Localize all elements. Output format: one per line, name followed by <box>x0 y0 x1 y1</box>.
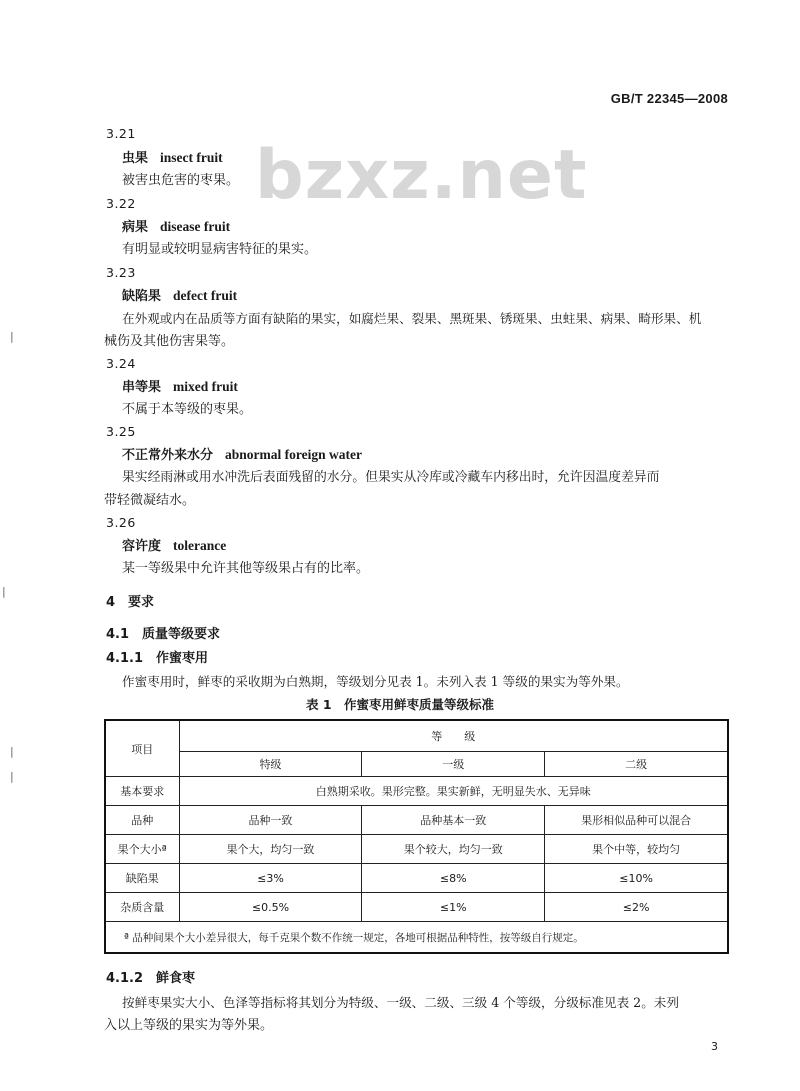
term-en: defect fruit <box>173 288 238 303</box>
table-header-grade-3: 二级 <box>545 752 728 777</box>
term-definition: 械伤及其他伤害果等。 <box>104 334 235 349</box>
page-number: 3 <box>711 1040 718 1053</box>
paragraph: 按鲜枣果实大小、色泽等指标将其划分为特级、一级、二级、三级 4 个等级，分级标准见表 2。未列 <box>122 995 679 1010</box>
term-zh: 串等果 <box>122 380 162 395</box>
term-zh: 病果 <box>122 220 149 235</box>
term-en: mixed fruit <box>173 379 238 394</box>
table-header-item: 项目 <box>105 720 179 777</box>
term-title <box>122 537 226 556</box>
subsection-title: 4.1.1 作蜜枣用 <box>106 651 209 666</box>
term-definition: 有明显或较明显病害特征的果实。 <box>122 242 318 257</box>
term-en: abnormal foreign water <box>225 447 362 462</box>
term-en: tolerance <box>173 538 227 553</box>
table-cell: ≤10% <box>545 864 728 893</box>
table-cell: ≤8% <box>362 864 545 893</box>
standard-code: GB/T 22345—2008 <box>610 91 728 106</box>
term-zh: 虫果 <box>122 151 149 166</box>
term-title <box>122 218 230 237</box>
table-cell: 品种一致 <box>179 806 362 835</box>
table-row-label: 缺陷果 <box>105 864 179 893</box>
term-definition: 被害虫危害的枣果。 <box>122 173 240 188</box>
subsection-title: 4.1.2 鲜食枣 <box>106 971 196 986</box>
table-header-grade-1: 特级 <box>179 752 362 777</box>
table-cell: 果形相似品种可以混合 <box>545 806 728 835</box>
table-cell: 果个较大，均匀一致 <box>362 835 545 864</box>
term-definition: 在外观或内在品质等方面有缺陷的果实，如腐烂果、裂果、黑斑果、锈斑果、虫蛀果、病果、畸形果、机 <box>122 311 702 326</box>
table-cell: 果个大，均匀一致 <box>179 835 362 864</box>
table-cell: ≤1% <box>362 893 545 922</box>
term-zh: 容许度 <box>122 539 162 554</box>
section-title: 4.1 质量等级要求 <box>106 627 221 642</box>
table-row-label: 基本要求 <box>105 777 179 806</box>
grade-table <box>104 719 729 954</box>
table-cell: ≤3% <box>179 864 362 893</box>
table-row-label: 品种 <box>105 806 179 835</box>
term-title <box>122 149 223 168</box>
clause-number: 3.23 <box>106 265 136 280</box>
table-cell: 品种基本一致 <box>362 806 545 835</box>
table-header-grade: 等 级 <box>179 720 728 752</box>
scan-mark: | <box>2 585 6 598</box>
paragraph: 作蜜枣用时，鲜枣的采收期为白熟期，等级划分见表 1。未列入表 1 等级的果实为等外果。 <box>122 674 629 689</box>
term-en: disease fruit <box>160 219 231 234</box>
clause-number: 3.21 <box>106 126 136 141</box>
table-cell: 果个中等，较均匀 <box>545 835 728 864</box>
table-cell: ≤2% <box>545 893 728 922</box>
term-title <box>122 378 238 397</box>
term-title <box>122 287 237 306</box>
term-title <box>122 446 362 465</box>
scan-mark: | <box>10 330 14 343</box>
clause-number: 3.26 <box>106 515 136 530</box>
table-header-grade-2: 一级 <box>362 752 545 777</box>
table-cell: 白熟期采收。果形完整。果实新鲜，无明显失水、无异味 <box>179 777 728 806</box>
term-definition: 某一等级果中允许其他等级果占有的比率。 <box>122 561 370 576</box>
term-definition: 不属于本等级的枣果。 <box>122 402 253 417</box>
table-footnote: ª 品种间果个大小差异很大，每千克果个数不作统一规定，各地可根据品种特性，按等级自行规定。 <box>105 922 728 954</box>
paragraph: 入以上等级的果实为等外果。 <box>104 1018 274 1033</box>
term-zh: 不正常外来水分 <box>122 448 214 463</box>
chapter-title: 4 要求 <box>106 595 155 610</box>
clause-number: 3.22 <box>106 196 136 211</box>
table-row-label: 杂质含量 <box>105 893 179 922</box>
watermark: bzxz.net <box>255 136 588 215</box>
term-definition: 带轻微凝结水。 <box>104 493 196 508</box>
scan-mark: | <box>10 745 14 758</box>
scan-mark: | <box>10 770 14 783</box>
clause-number: 3.24 <box>106 356 136 371</box>
term-definition: 果实经雨淋或用水冲洗后表面残留的水分。但果实从冷库或冷藏车内移出时，允许因温度差异而 <box>122 470 660 485</box>
table-cell: ≤0.5% <box>179 893 362 922</box>
term-en: insect fruit <box>160 150 223 165</box>
term-zh: 缺陷果 <box>122 289 162 304</box>
table-row-label: 果个大小ª <box>105 835 179 864</box>
table-title: 表 1 作蜜枣用鲜枣质量等级标准 <box>305 697 495 712</box>
clause-number: 3.25 <box>106 424 136 439</box>
